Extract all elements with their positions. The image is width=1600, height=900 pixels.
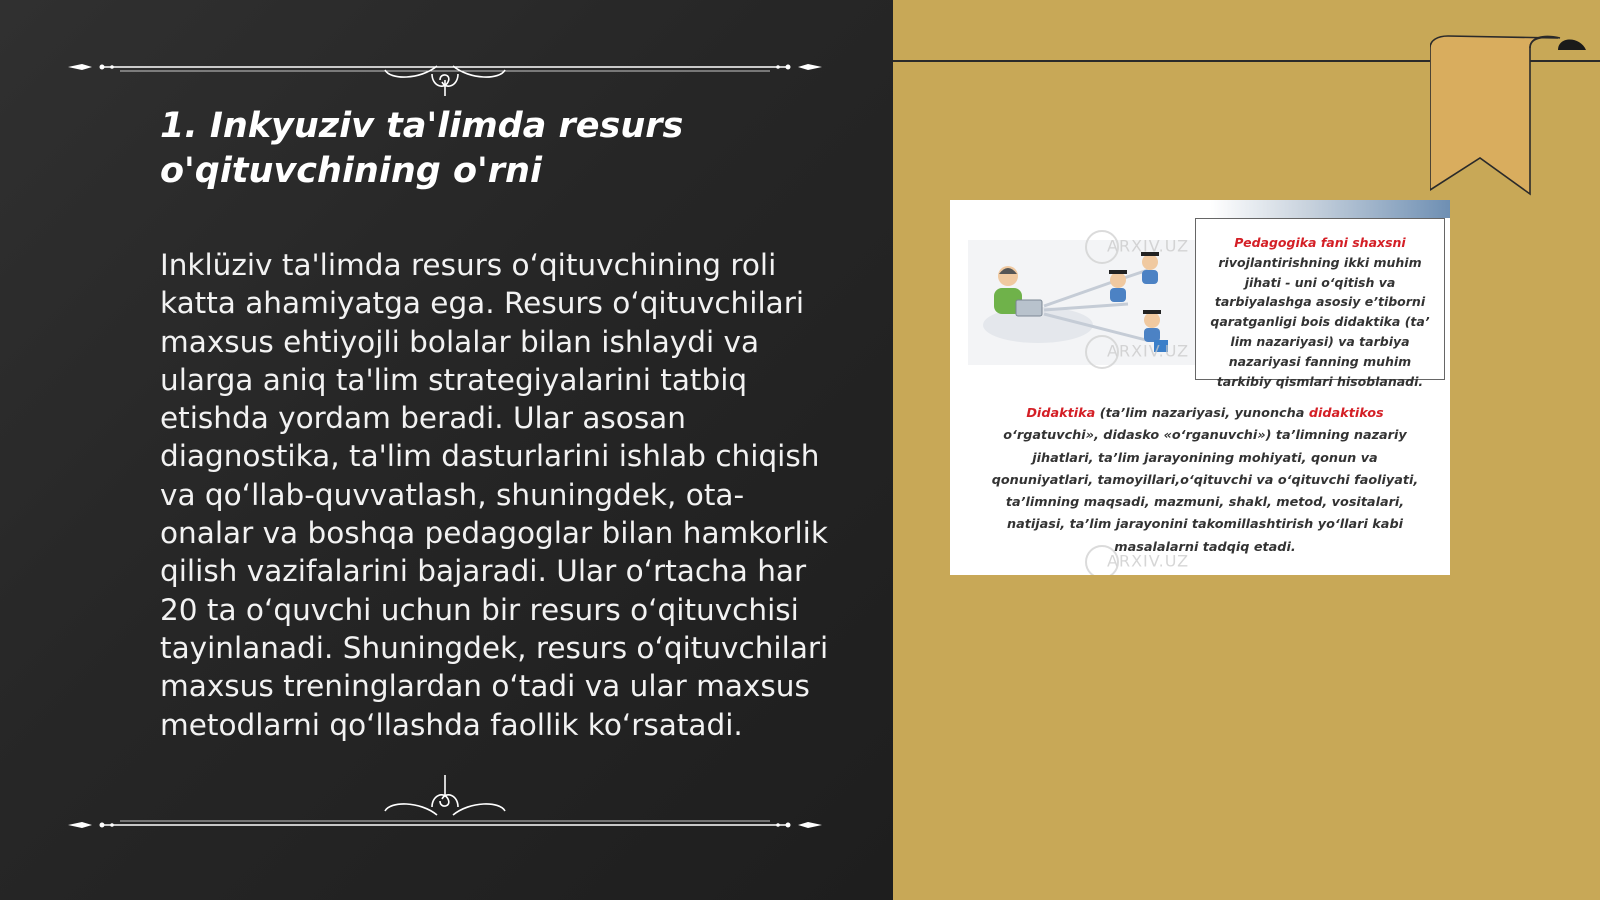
ornament-divider-icon [60, 775, 830, 835]
info-box-highlight: Pedagogika fani shaxsni [1234, 235, 1406, 250]
info-box-text: rivojlantirishning ikki muhim jihati - uni o‘qitish va tarbiyalashga asosiy e’tiborni qaratganligi bois didaktika (ta’ lim nazariyasi) va tarbiya nazariyasi fanning muhim tarkibiy qismlari hisoblanadi. [1210, 254, 1430, 389]
desc-term: Didaktika [1026, 406, 1096, 421]
watermark-text: ARXIV.UZ [1085, 230, 1189, 264]
info-box [1195, 218, 1445, 389]
ornament-divider-icon [60, 36, 830, 96]
watermark-text: ARXIV.UZ [1085, 545, 1189, 575]
desc-part1: (ta’lim nazariyasi, yunoncha [1095, 406, 1309, 421]
inset-header-strip [1210, 200, 1450, 218]
desc-term2: didaktikos [1308, 406, 1384, 421]
watermark-text: ARXIV.UZ [1085, 335, 1189, 369]
didaktika-description [990, 403, 1420, 559]
slide-title: 1. Inkyuziv ta'limda resurs o'qituvchining o'rni [160, 106, 684, 191]
desc-part2: o‘rgatuvchi», didasko «o‘rganuvchi») ta’limning nazariy jihatlari, ta’lim jarayonining mohiyati, qonun va qonuniyatlari, tamoyillari,o‘qituvchi va o‘qituvchi faoliyati, ta’limning maqsadi, mazmuni, shakl, metod, vositalari, natijasi, ta’lim jarayonini takomillashtirish yo‘llari kabi masalalarni tadqiq etadi. [991, 428, 1419, 555]
slide-body-text: Inklüziv ta'limda resurs o‘qituvchining roli katta ahamiyatga ega. Resurs o‘qituvchilari maxsus ehtiyojli bolalar bilan ishlaydi va ularga aniq ta'lim strategiyalarini tatbiq etishda yordam beradi. Ular asosan diagnostika, ta'lim dasturlarini ishlab chiqish va qo‘llab-quvvatlash, shuningdek, ota-onalar va boshqa pedagoglar bilan hamkorlik qilish vazifalarini bajaradi. Ular o‘rtacha har 20 ta o‘quvchi uchun bir resurs o‘qituvchisi tayinlanadi. Shuningdek, resurs o‘qituvchilari maxsus treninglardan o‘tadi va ular maxsus metodlarni qo‘llashda faollik ko‘rsatadi. [160, 248, 829, 742]
inset-image [950, 200, 1450, 575]
bookmark-icon [1430, 30, 1590, 200]
